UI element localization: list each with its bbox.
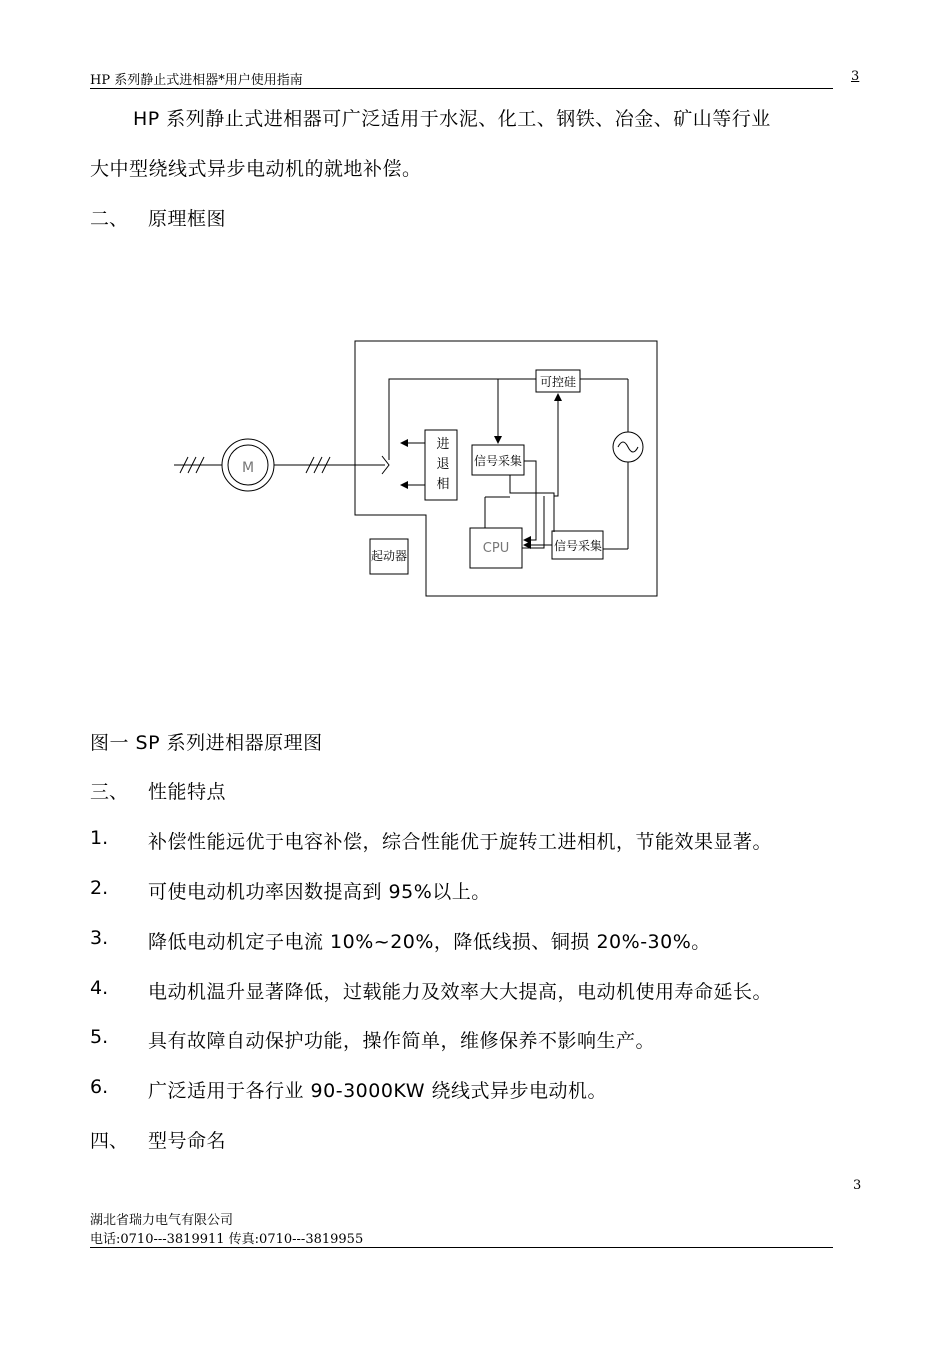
phase-label-2: 退 <box>436 457 450 472</box>
feature-1-text: 补偿性能远优于电容补偿，综合性能优于旋转工进相机，节能效果显著。 <box>148 831 773 853</box>
intro-line-2: 大中型绕线式异步电动机的就地补偿。 <box>90 158 422 180</box>
section-4-title: 型号命名 <box>148 1130 227 1152</box>
footer-contact: 电话:0710---3819911 传真:0710---3819955 <box>90 1232 364 1247</box>
thyristor-label: 可控硅 <box>539 375 577 389</box>
feature-4-text: 电动机温升显著降低，过载能力及效率大大提高，电动机使用寿命延长。 <box>148 981 773 1003</box>
top-wire <box>389 379 536 460</box>
principle-block-diagram <box>170 335 670 605</box>
footer-rule <box>90 1247 833 1248</box>
section-2-title: 原理框图 <box>148 208 227 230</box>
motor-label: M <box>241 460 255 476</box>
intro-line-1: HP 系列静止式进相器可广泛适用于水泥、化工、钢铁、冶金、矿山等行业 <box>133 108 771 130</box>
feature-2-text: 可使电动机功率因数提高到 95%以上。 <box>148 881 491 903</box>
page-header-number: 3 <box>851 69 860 84</box>
feature-5-text: 具有故障自动保护功能，操作简单，维修保养不影响生产。 <box>148 1030 656 1052</box>
feature-6-number: 6. <box>90 1076 109 1098</box>
section-3-number: 三、 <box>90 781 129 803</box>
feature-1-number: 1. <box>90 827 109 849</box>
page-footer-number: 3 <box>853 1178 862 1193</box>
feature-6-text: 广泛适用于各行业 90-3000KW 绕线式异步电动机。 <box>148 1080 608 1102</box>
figure-caption: 图一 SP 系列进相器原理图 <box>90 732 323 754</box>
cpu-label: CPU <box>482 541 510 556</box>
signal-1-label: 信号采集 <box>473 454 523 468</box>
section-4-number: 四、 <box>90 1130 129 1152</box>
phase-label-3: 相 <box>436 477 450 492</box>
feature-2-number: 2. <box>90 877 109 899</box>
page-header-title: HP 系列静止式进相器*用户使用指南 <box>90 73 303 88</box>
signal-2-label: 信号采集 <box>553 539 603 553</box>
header-rule <box>90 88 833 89</box>
feature-3-number: 3. <box>90 927 109 949</box>
section-2-number: 二、 <box>90 208 129 230</box>
section-3-title: 性能特点 <box>148 781 227 803</box>
phase-label-1: 进 <box>436 437 450 452</box>
footer-company: 湖北省瑞力电气有限公司 <box>90 1213 234 1228</box>
starter-label: 起动器 <box>370 549 408 563</box>
feature-4-number: 4. <box>90 977 109 999</box>
feature-5-number: 5. <box>90 1026 109 1048</box>
feature-3-text: 降低电动机定子电流 10%~20%，降低线损、铜损 20%-30%。 <box>148 931 711 953</box>
